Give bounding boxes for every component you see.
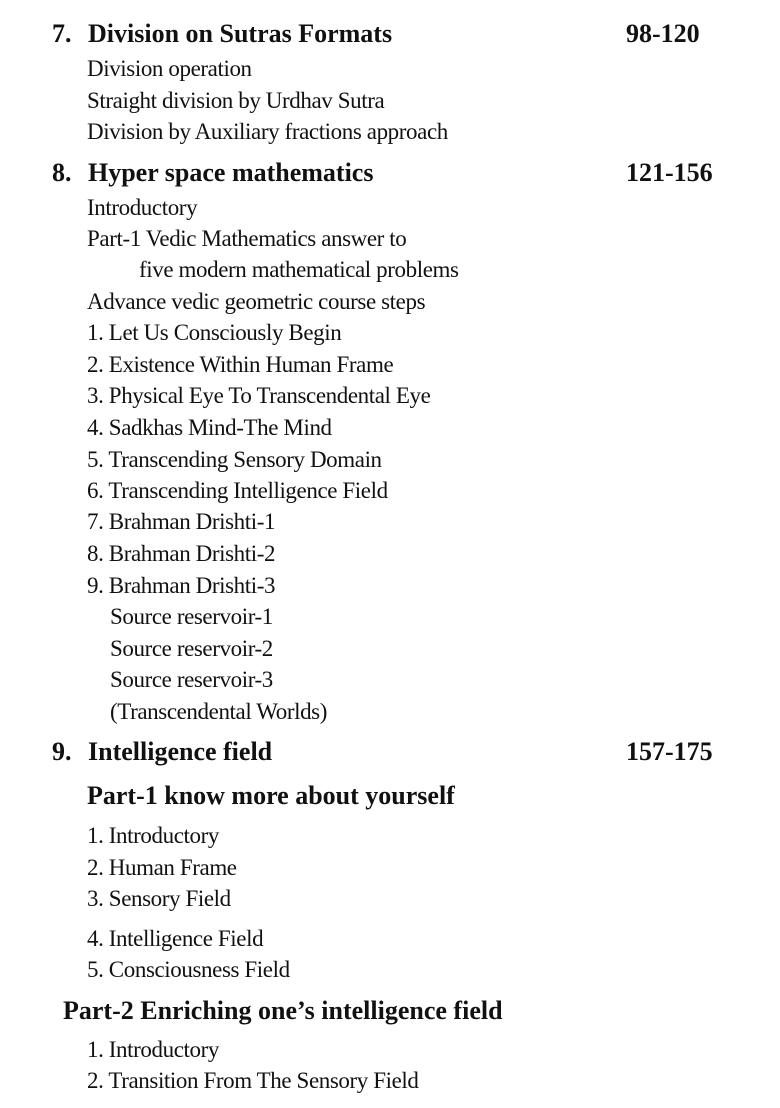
toc-item: Division by Auxiliary fractions approach — [87, 119, 448, 144]
toc-item: 2. Human Frame — [87, 855, 237, 880]
toc-subitem: Source reservoir-3 — [110, 667, 273, 692]
chapter-number: 9. — [52, 737, 72, 766]
chapter-title: Intelligence field — [88, 737, 273, 766]
toc-item: 7. Brahman Drishti-1 — [87, 509, 276, 534]
chapter-title: Division on Sutras Formats — [88, 19, 393, 48]
toc-item: 6. Transcending Intelligence Field — [87, 478, 388, 503]
chapter-number: 8. — [52, 158, 72, 187]
chapter-title: Hyper space mathematics — [88, 158, 374, 187]
chapter-number: 7. — [52, 19, 72, 48]
toc-item: Straight division by Urdhav Sutra — [87, 88, 385, 113]
chapter-8-heading — [52, 158, 374, 187]
toc-item: 8. Brahman Drishti-2 — [87, 541, 276, 566]
toc-item: 2. Transition From The Sensory Field — [87, 1068, 419, 1093]
toc-item: 3. Sensory Field — [87, 886, 231, 911]
toc-item: 4. Intelligence Field — [87, 926, 264, 951]
chapter-9-heading — [52, 737, 273, 766]
chapter-9-pages: 157-175 — [626, 737, 713, 766]
toc-item: 5. Consciousness Field — [87, 957, 290, 982]
part-2-heading: Part-2 Enriching one’s intelligence field — [63, 996, 503, 1025]
part-1-heading: Part-1 know more about yourself — [87, 781, 455, 810]
toc-subitem: Source reservoir-1 — [110, 604, 273, 629]
toc-item: 1. Introductory — [87, 1037, 219, 1062]
chapter-8-pages: 121-156 — [626, 158, 713, 187]
toc-item: 5. Transcending Sensory Domain — [87, 447, 382, 472]
toc-subitem: (Transcendental Worlds) — [110, 699, 327, 724]
toc-subitem: Source reservoir-2 — [110, 636, 273, 661]
toc-item: Division operation — [87, 56, 252, 81]
toc-item: 9. Brahman Drishti-3 — [87, 573, 276, 598]
chapter-7-heading — [52, 19, 393, 48]
toc-item: 1. Let Us Consciously Begin — [87, 320, 342, 345]
toc-item: Introductory — [87, 195, 198, 220]
toc-item: Part-1 Vedic Mathematics answer to — [87, 226, 407, 251]
toc-item: 4. Sadkhas Mind-The Mind — [87, 415, 332, 440]
toc-item: 3. Physical Eye To Transcendental Eye — [87, 383, 431, 408]
toc-item: Advance vedic geometric course steps — [87, 289, 426, 314]
chapter-7-pages: 98-120 — [626, 19, 700, 48]
toc-item: 1. Introductory — [87, 823, 219, 848]
toc-item: five modern mathematical problems — [139, 257, 459, 282]
toc-item: 2. Existence Within Human Frame — [87, 352, 394, 377]
